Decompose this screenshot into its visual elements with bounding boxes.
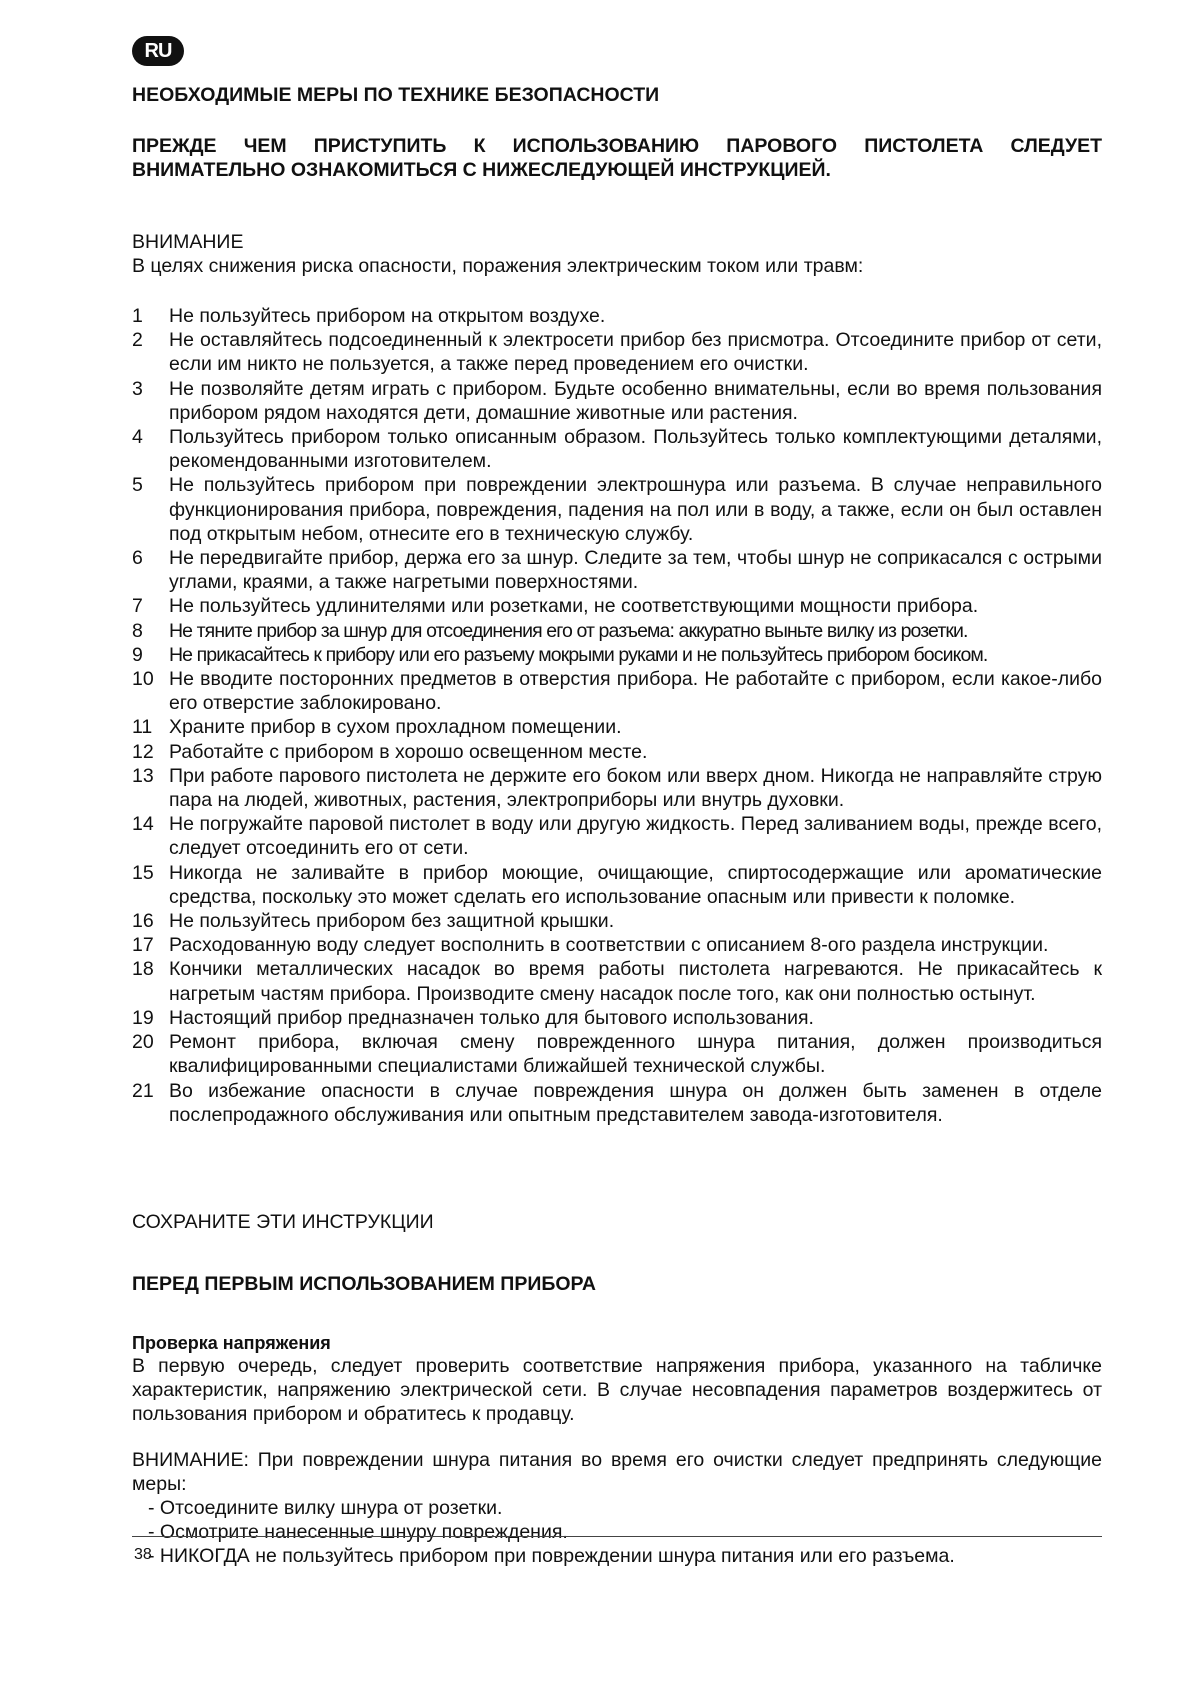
save-instructions-note: СОХРАНИТЕ ЭТИ ИНСТРУКЦИИ bbox=[132, 1211, 434, 1233]
list-item: - НИКОГДА не пользуйтесь прибором при повреждении шнура питания или его разъема. bbox=[148, 1545, 955, 1567]
warning-text: В целях снижения риска опасности, поражения электрическим током или травм: bbox=[132, 255, 864, 277]
item-number: 19 bbox=[132, 1006, 154, 1029]
item-text: Работайте с прибором в хорошо освещенном месте. bbox=[169, 740, 648, 763]
item-number: 20 bbox=[132, 1031, 154, 1054]
item-number: 5 bbox=[132, 474, 143, 497]
item-number: 3 bbox=[132, 377, 143, 400]
list-item: - Осмотрите нанесенные шнуру повреждения. bbox=[148, 1521, 568, 1543]
list-item bbox=[132, 1079, 1102, 1127]
item-number: 6 bbox=[132, 547, 143, 570]
list-item bbox=[132, 594, 1102, 618]
item-text: Не тяните прибор за шнур для отсоединения его от разъема: аккуратно выньте вилку из розетки. bbox=[169, 619, 968, 642]
footer-divider bbox=[132, 1536, 1102, 1537]
item-number: 2 bbox=[132, 329, 143, 352]
item-text: Не прикасайтесь к прибору или его разъему мокрыми руками и не пользуйтесь прибором босиком. bbox=[169, 643, 988, 666]
item-number: 9 bbox=[132, 643, 142, 666]
list-item bbox=[132, 1030, 1102, 1078]
page-title: НЕОБХОДИМЫЕ МЕРЫ ПО ТЕХНИКЕ БЕЗОПАСНОСТИ bbox=[132, 84, 660, 106]
item-number: 11 bbox=[132, 716, 153, 739]
language-badge: RU bbox=[132, 36, 184, 66]
list-item bbox=[132, 740, 1102, 764]
item-number: 21 bbox=[132, 1079, 154, 1102]
cord-steps-list bbox=[148, 1496, 955, 1568]
item-number: 17 bbox=[132, 934, 154, 957]
cord-warning-paragraph: ВНИМАНИЕ: При повреждении шнура питания во время его очистки следует предпринять следующие меры: bbox=[132, 1449, 1102, 1495]
item-text: Настоящий прибор предназначен только для бытового использования. bbox=[169, 1006, 814, 1029]
list-item bbox=[132, 667, 1102, 715]
list-item bbox=[132, 304, 1102, 328]
section-title: ПЕРЕД ПЕРВЫМ ИСПОЛЬЗОВАНИЕМ ПРИБОРА bbox=[132, 1273, 596, 1295]
list-item bbox=[132, 861, 1102, 909]
item-number: 7 bbox=[132, 595, 143, 618]
item-text: Храните прибор в сухом прохладном помещении. bbox=[169, 716, 622, 739]
safety-rules-list bbox=[132, 304, 1102, 1127]
list-item bbox=[132, 473, 1102, 546]
list-item bbox=[132, 957, 1102, 1005]
item-number: 15 bbox=[132, 861, 154, 884]
list-item: - Отсоедините вилку шнура от розетки. bbox=[148, 1497, 503, 1519]
item-text: Не пользуйтесь прибором при повреждении электрошнура или разъема. В случае неправильного функционирования прибора, повреждения, падения на пол или в воду, а также, если он был оставлен под открытым небом, отнесите его в техническую службу. bbox=[169, 474, 1102, 545]
item-text: Не пользуйтесь удлинителями или розетками, не соответствующими мощности прибора. bbox=[169, 595, 979, 618]
intro-warning: ПРЕЖДЕ ЧЕМ ПРИСТУПИТЬ К ИСПОЛЬЗОВАНИЮ ПАРОВОГО ПИСТОЛЕТА СЛЕДУЕТ ВНИМАТЕЛЬНО ОЗНАКОМИТЬСЯ С НИЖЕСЛЕДУЮЩЕЙ ИНСТРУКЦИЕЙ. bbox=[132, 135, 1102, 181]
item-text: Не погружайте паровой пистолет в воду или другую жидкость. Перед заливанием воды, прежде всего, следует отсоединить его от сети. bbox=[169, 813, 1102, 860]
item-text: Никогда не заливайте в прибор моющие, очищающие, спиртосодержащие или ароматические средства, поскольку это может сделать его использование опасным или привести к поломке. bbox=[169, 861, 1102, 908]
item-number: 4 bbox=[132, 426, 143, 449]
item-text: Расходованную воду следует восполнить в соответствии с описанием 8-ого раздела инструкции. bbox=[169, 934, 1049, 957]
item-number: 13 bbox=[132, 764, 154, 787]
list-item bbox=[132, 377, 1102, 425]
item-number: 8 bbox=[132, 619, 142, 642]
item-text: Не оставляйтесь подсоединенный к электросети прибор без присмотра. Отсоедините прибор от сети, если им никто не пользуется, а также перед проведением его очистки. bbox=[169, 329, 1102, 376]
item-text: Во избежание опасности в случае повреждения шнура он должен быть заменен в отделе послепродажного обслуживания или опытным представителем завода-изготовителя. bbox=[169, 1079, 1102, 1126]
item-text: Не пользуйтесь прибором без защитной крышки. bbox=[169, 910, 615, 933]
item-number: 10 bbox=[132, 668, 154, 691]
item-text: Не позволяйте детям играть с прибором. Будьте особенно внимательны, если во время пользования прибором рядом находятся дети, домашние животные или растения. bbox=[169, 377, 1102, 424]
page-number: 38 bbox=[134, 1546, 152, 1563]
list-item bbox=[132, 1006, 1102, 1030]
list-item bbox=[132, 764, 1102, 812]
item-number: 12 bbox=[132, 740, 154, 763]
item-text: Ремонт прибора, включая смену поврежденного шнура питания, должен производиться квалифицированными специалистами ближайшей технической службы. bbox=[169, 1031, 1102, 1078]
list-item bbox=[132, 619, 1102, 643]
item-text: Не пользуйтесь прибором на открытом воздухе. bbox=[169, 305, 606, 327]
list-item bbox=[132, 643, 1102, 667]
item-number: 16 bbox=[132, 910, 154, 933]
item-text: Не вводите посторонних предметов в отверстия прибора. Не работайте с прибором, если какое-либо его отверстие заблокировано. bbox=[169, 668, 1102, 715]
voltage-check-paragraph: В первую очередь, следует проверить соответствие напряжения прибора, указанного на табличке характеристик, напряжению электрической сети. В случае несовпадения параметров воздержитесь от пользования прибором и обратитесь к продавцу. bbox=[132, 1355, 1102, 1425]
list-item bbox=[132, 933, 1102, 957]
item-text: Не передвигайте прибор, держа его за шнур. Следите за тем, чтобы шнур не соприкасался с острыми углами, краями, а также нагретыми поверхностями. bbox=[169, 547, 1102, 594]
list-item bbox=[132, 812, 1102, 860]
item-number: 1 bbox=[132, 305, 143, 327]
item-text: Кончики металлических насадок во время работы пистолета нагреваются. Не прикасайтесь к нагретым частям прибора. Производите смену насадок после того, как они полностью остынут. bbox=[169, 958, 1102, 1005]
list-item bbox=[132, 425, 1102, 473]
item-number: 18 bbox=[132, 958, 154, 981]
warning-title: ВНИМАНИЕ bbox=[132, 231, 244, 253]
item-text: Пользуйтесь прибором только описанным образом. Пользуйтесь только комплектующими деталями, рекомендованными изготовителем. bbox=[169, 426, 1102, 473]
item-number: 14 bbox=[132, 813, 154, 836]
section-subtitle: Проверка напряжения bbox=[132, 1333, 331, 1353]
list-item bbox=[132, 546, 1102, 594]
list-item bbox=[132, 328, 1102, 376]
list-item bbox=[132, 715, 1102, 739]
item-text: При работе парового пистолета не держите его боком или вверх дном. Никогда не направляйте струю пара на людей, животных, растения, электроприборы или внутрь духовки. bbox=[169, 764, 1102, 812]
list-item bbox=[132, 909, 1102, 933]
